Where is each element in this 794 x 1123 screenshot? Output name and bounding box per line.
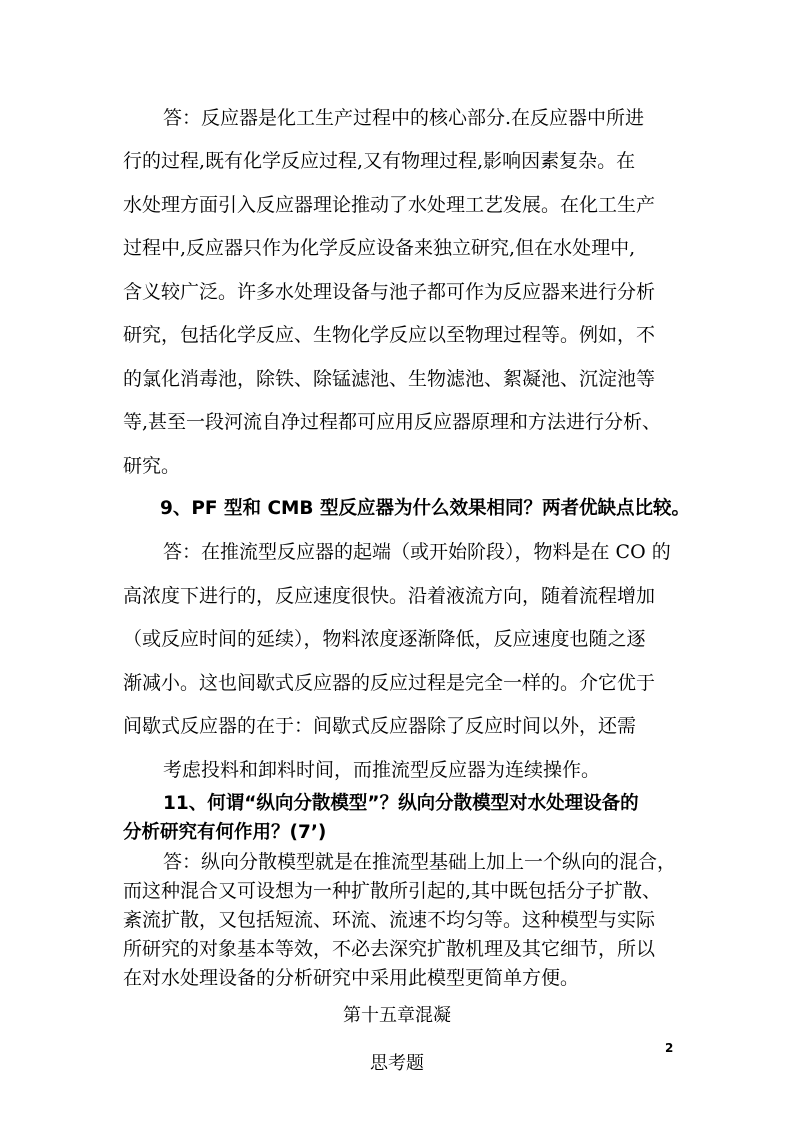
- answer-11-line-5: 在对水处理设备的分析研究中采用此模型更简单方便。: [123, 967, 580, 989]
- question-11-line-1: 11、何谓“纵向分散模型”？纵向分散模型对水处理设备的: [163, 793, 639, 814]
- answer-9-line-1: 答：在推流型反应器的起端（或开始阶段），物料是在 CO 的: [163, 541, 671, 563]
- answer-8-line-1: 答：反应器是化工生产过程中的核心部分.在反应器中所进: [163, 107, 645, 129]
- answer-8-line-6: 研究，包括化学反应、生物化学反应以至物理过程等。例如，不: [123, 324, 656, 346]
- answer-9-line-2: 高浓度下进行的，反应速度很快。沿着液流方向，随着流程增加: [123, 585, 656, 607]
- answer-9-line-3: （或反应时间的延续），物料浓度逐渐降低，反应速度也随之逐: [123, 628, 646, 650]
- answer-11-line-3: 紊流扩散，又包括短流、环流、流速不均匀等。这种模型与实际: [123, 909, 656, 931]
- page-number: 2: [665, 1041, 674, 1055]
- question-9-heading: 9、PF 型和 CMB 型反应器为什么效果相同？两者优缺点比较。: [160, 498, 690, 519]
- answer-8-line-2: 行的过程,既有化学反应过程,又有物理过程,影响因素复杂。在: [123, 150, 636, 172]
- answer-8-line-9: 研究。: [123, 455, 181, 477]
- section-title: 思考题: [370, 1053, 424, 1074]
- answer-8-line-8: 等,甚至一段河流自净过程都可应用反应器原理和方法进行分析、: [123, 411, 662, 433]
- answer-8-line-3: 水处理方面引入反应器理论推动了水处理工艺发展。在化工生产: [123, 194, 656, 216]
- answer-8-line-5: 含义较广泛。许多水处理设备与池子都可作为反应器来进行分析: [123, 281, 656, 303]
- answer-8-line-4: 过程中,反应器只作为化学反应设备来独立研究,但在水处理中,: [123, 237, 636, 259]
- chapter-title: 第十五章混凝: [343, 1005, 451, 1026]
- answer-8-line-7: 的氯化消毒池，除铁、除锰滤池、生物滤池、絮凝池、沉淀池等: [123, 368, 656, 390]
- question-11-line-2: 分析研究有何作用？(7’): [123, 822, 327, 843]
- answer-9-line-6: 考虑投料和卸料时间，而推流型反应器为连续操作。: [163, 759, 601, 781]
- answer-11-line-4: 所研究的对象基本等效，不必去深究扩散机理及其它细节，所以: [123, 938, 656, 960]
- answer-11-line-1: 答：纵向分散模型就是在推流型基础上加上一个纵向的混合，: [163, 851, 677, 873]
- answer-11-line-2: 而这种混合又可设想为一种扩散所引起的,其中既包括分子扩散、: [123, 880, 662, 902]
- answer-9-line-4: 渐减小。这也间歇式反应器的反应过程是完全一样的。介它优于: [123, 672, 656, 694]
- answer-9-line-5: 间歇式反应器的在于：间歇式反应器除了反应时间以外，还需: [123, 715, 637, 737]
